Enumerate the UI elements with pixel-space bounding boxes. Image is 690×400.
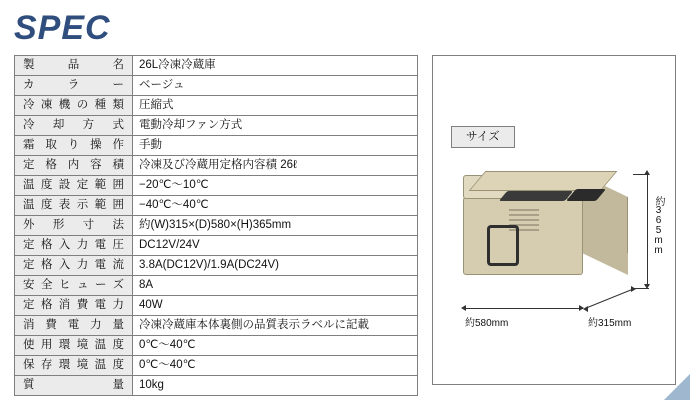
spec-value: 電動冷却ファン方式 (133, 116, 418, 136)
spec-value: 圧縮式 (133, 96, 418, 116)
table-row (15, 196, 418, 216)
spec-value: DC12V/24V (133, 236, 418, 256)
table-row (15, 76, 418, 96)
page-title: SPEC (14, 9, 111, 47)
table-row (15, 376, 418, 396)
spec-value: −40℃〜40℃ (133, 196, 418, 216)
spec-label: 定格入力電圧 (15, 236, 133, 256)
depth-arrow-left-icon (583, 306, 588, 312)
spec-value: ベージュ (133, 76, 418, 96)
spec-label: 冷凍機の種類 (15, 96, 133, 116)
table-row (15, 316, 418, 336)
table-row (15, 156, 418, 176)
depth-dim-label: 約315mm (588, 318, 632, 329)
spec-value: 26L冷凍冷蔵庫 (133, 56, 418, 76)
height-tick-top (633, 174, 649, 175)
spec-label: カラー (15, 76, 133, 96)
spec-label: 外形寸法 (15, 216, 133, 236)
depth-arrow-right-icon (631, 286, 636, 292)
spec-label: 保存環境温度 (15, 356, 133, 376)
table-row (15, 276, 418, 296)
width-dim-line (463, 308, 583, 309)
product-lid-top-face (469, 171, 618, 191)
spec-value: 3.8A(DC12V)/1.9A(DC24V) (133, 256, 418, 276)
spec-table-body (15, 56, 418, 396)
table-row (15, 56, 418, 76)
height-dim-line (647, 174, 648, 284)
table-row (15, 296, 418, 316)
size-badge: サイズ (451, 126, 515, 148)
spec-value: 0℃〜40℃ (133, 356, 418, 376)
spec-label: 質量 (15, 376, 133, 396)
product-illustration (463, 161, 635, 286)
page-corner-shadow (664, 374, 690, 400)
spec-value: −20℃〜10℃ (133, 176, 418, 196)
spec-label: 冷却方式 (15, 116, 133, 136)
spec-label: 定格内容積 (15, 156, 133, 176)
table-row (15, 336, 418, 356)
table-row (15, 256, 418, 276)
spec-label: 定格消費電力 (15, 296, 133, 316)
width-dim-label: 約580mm (465, 318, 509, 329)
spec-table (14, 55, 418, 396)
spec-value: 冷凍冷蔵庫本体裏側の品質表示ラベルに記載 (133, 316, 418, 336)
product-side-bottom (582, 253, 628, 275)
spec-label: 霜取り操作 (15, 136, 133, 156)
spec-value: 8A (133, 276, 418, 296)
table-row (15, 236, 418, 256)
depth-dim-line (585, 289, 634, 309)
spec-label: 温度表示範囲 (15, 196, 133, 216)
spec-value: 約(W)315×(D)580×(H)365mm (133, 216, 418, 236)
spec-label: 安全ヒューズ (15, 276, 133, 296)
table-row (15, 216, 418, 236)
product-front-handle (487, 233, 519, 266)
product-lid-handle (499, 191, 573, 201)
table-row (15, 136, 418, 156)
spec-value: 冷凍及び冷蔵用定格内容積 26ℓ (133, 156, 418, 176)
spec-label: 温度設定範囲 (15, 176, 133, 196)
spec-label: 使用環境温度 (15, 336, 133, 356)
spec-value: 0℃〜40℃ (133, 336, 418, 356)
spec-label: 消費電力量 (15, 316, 133, 336)
product-side-panel (582, 197, 628, 253)
spec-value: 10kg (133, 376, 418, 396)
spec-label: 定格入力電流 (15, 256, 133, 276)
table-row (15, 356, 418, 376)
size-panel (432, 55, 676, 385)
spec-value: 40W (133, 296, 418, 316)
table-row (15, 116, 418, 136)
table-row (15, 176, 418, 196)
height-dim-label: 約365mm (653, 196, 664, 255)
width-arrow-left-icon (461, 305, 466, 311)
spec-label: 製品名 (15, 56, 133, 76)
spec-value: 手動 (133, 136, 418, 156)
table-row (15, 96, 418, 116)
